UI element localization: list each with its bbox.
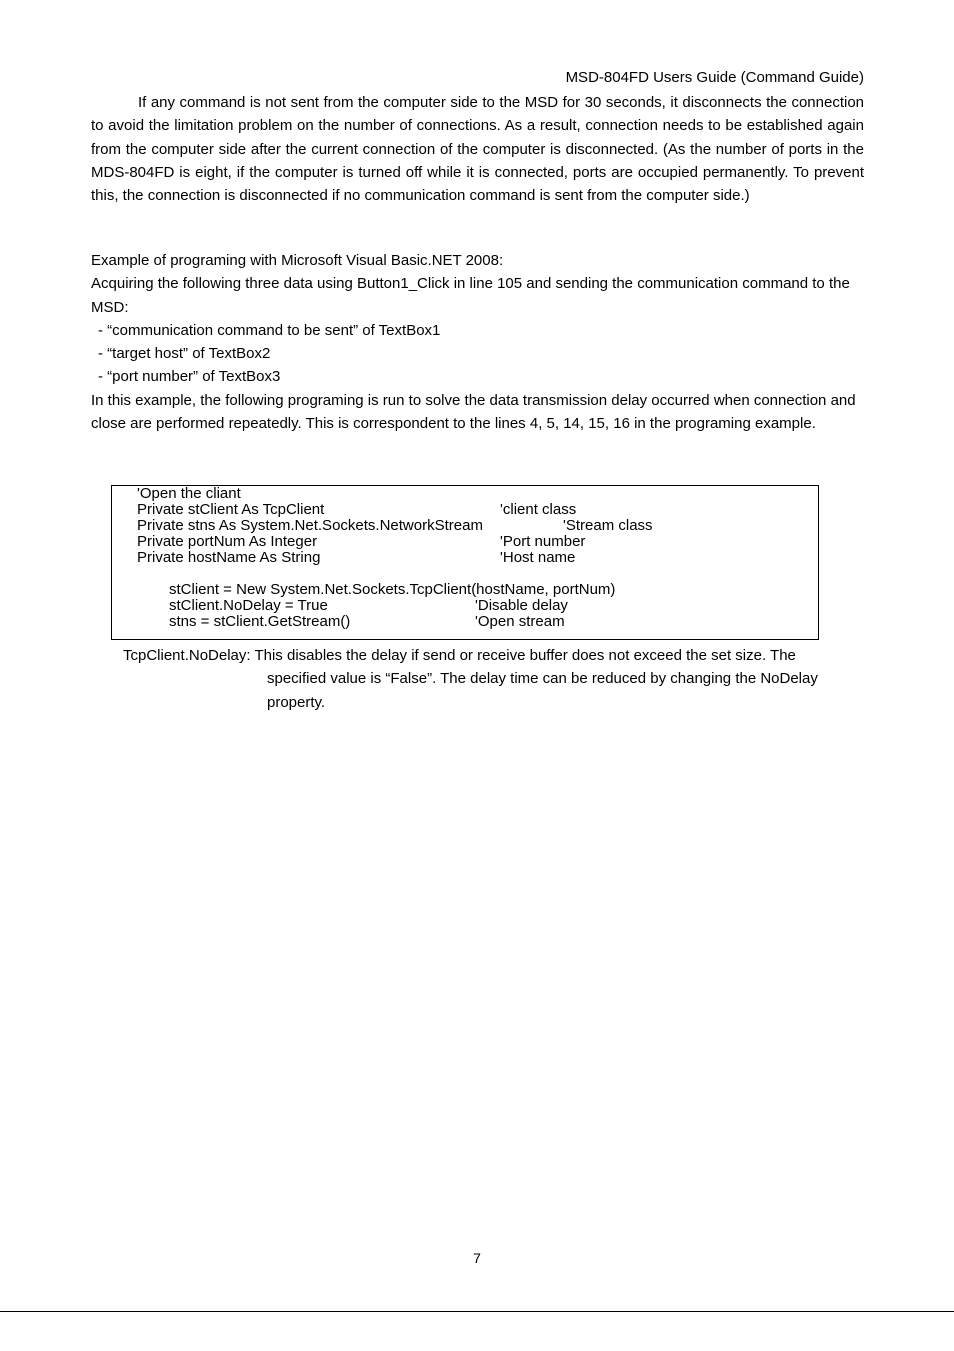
code-text: stClient = New System.Net.Sockets.TcpClient(hostName, portNum) <box>169 581 616 598</box>
note-term: TcpClient.NoDelay: <box>123 647 251 664</box>
example-explanation: In this example, the following programing is run to solve the data transmission delay occurred when connection and close are performed repeatedly. This is correspondent to the lines 4, 5, 14, 15, 16 in the programing example. <box>91 391 856 433</box>
footer-divider <box>0 1311 954 1312</box>
code-line-1 <box>137 486 241 502</box>
code-line-5 <box>137 549 576 566</box>
example-description: Acquiring the following three data using Button1_Click in line 105 and sending the communication command to the MSD: <box>91 275 850 316</box>
code-text: Private stClient As TcpClient <box>137 501 325 518</box>
example-section <box>91 249 864 435</box>
document-header: MSD-804FD Users Guide (Command Guide) <box>565 69 864 86</box>
code-comment: 'Host name <box>500 549 576 566</box>
code-box <box>111 485 819 640</box>
code-text: Private hostName As String <box>137 549 321 566</box>
page-number: 7 <box>473 1250 481 1266</box>
code-line-8 <box>169 613 565 630</box>
code-comment: 'Disable delay <box>475 597 568 614</box>
code-text: Private portNum As Integer <box>137 533 318 550</box>
code-text: stns = stClient.GetStream() <box>169 613 351 630</box>
example-bullet-1: - “communication command to be sent” of TextBox1 <box>98 321 441 339</box>
code-line-2 <box>137 501 577 518</box>
code-line-7 <box>169 597 568 614</box>
example-bullet-2: - “target host” of TextBox2 <box>98 345 271 363</box>
example-bullet-3: - “port number” of TextBox3 <box>98 368 281 386</box>
code-text: 'Open the cliant <box>137 485 241 502</box>
note-line-3: property. <box>267 693 326 711</box>
code-comment: 'Port number <box>500 533 586 550</box>
note-line-1 <box>123 644 866 667</box>
code-line-6 <box>169 582 615 598</box>
code-text: Private stns As System.Net.Sockets.NetworkStream <box>137 517 483 534</box>
code-comment: 'Stream class <box>563 517 653 534</box>
example-heading: Example of programing with Microsoft Visual Basic.NET 2008: <box>91 252 504 269</box>
code-text: stClient.NoDelay = True <box>169 597 328 614</box>
code-line-4 <box>137 533 586 550</box>
code-comment: 'client class <box>500 501 577 518</box>
nodelay-note <box>123 644 866 714</box>
intro-paragraph: If any command is not sent from the computer side to the MSD for 30 seconds, it disconnects the connection to avoid the limitation problem on the number of connections. As a result, connection needs to be established again from the computer side after the current connection of the computer is disconnected. (As the number of ports in the MDS-804FD is eight, if the computer is turned off while it is connected, ports are occupied permanently. To prevent this, the connection is disconnected if no communication command is sent from the computer side.) <box>91 94 864 205</box>
note-text: This disables the delay if send or receive buffer does not exceed the set size. The <box>254 647 796 664</box>
note-line-2: specified value is “False”. The delay time can be reduced by changing the NoDelay <box>267 670 818 688</box>
code-line-3 <box>137 517 653 534</box>
code-comment: 'Open stream <box>475 613 565 630</box>
